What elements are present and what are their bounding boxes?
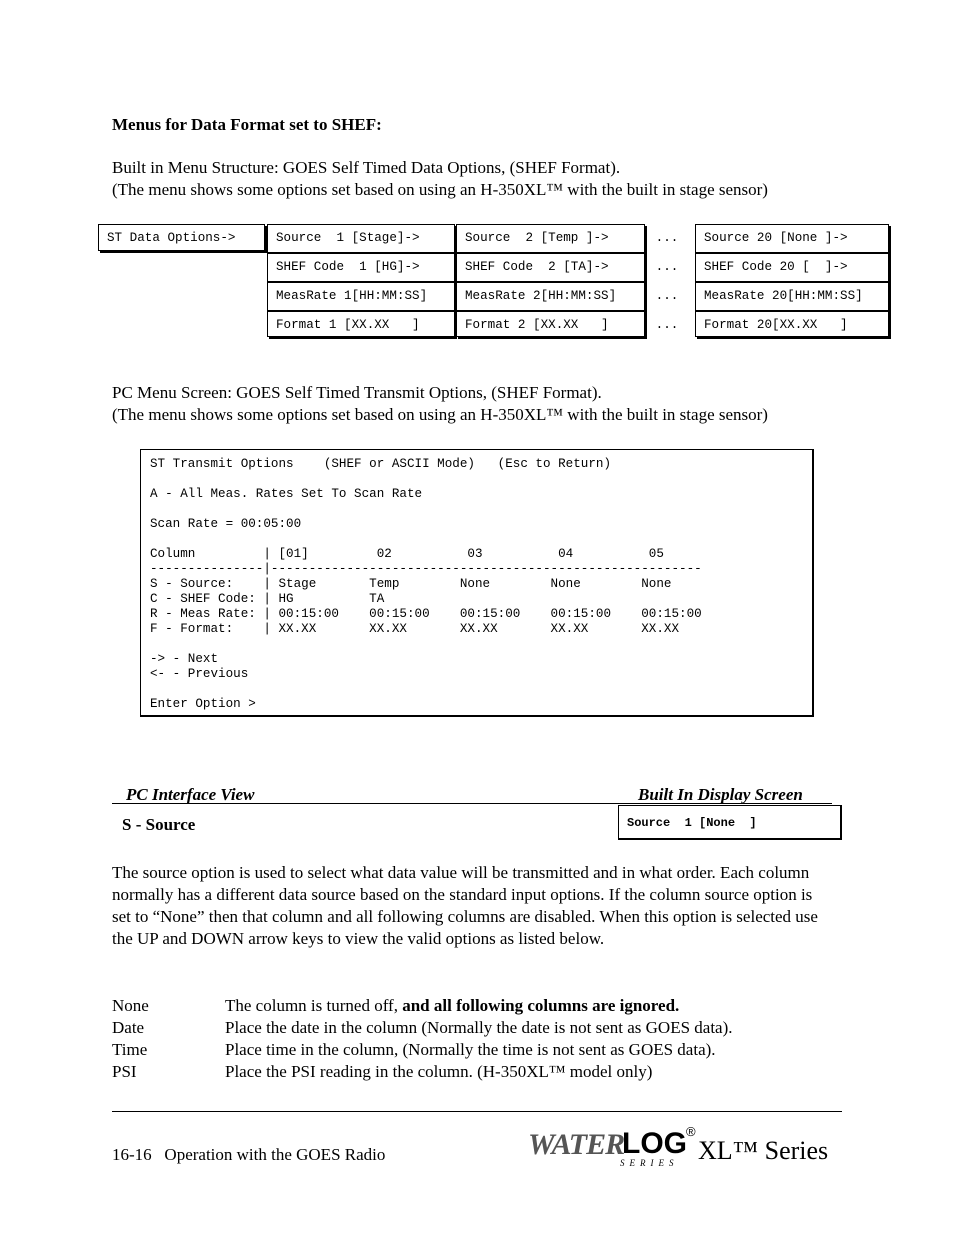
menu-col1-source: Source 1 [Stage]->	[267, 224, 455, 253]
menu-col2-measrate: MeasRate 2[HH:MM:SS]	[456, 282, 645, 311]
menu-col1-shef-code: SHEF Code 1 [HG]->	[267, 253, 455, 282]
menu-ellipsis: ...	[655, 231, 679, 245]
option-term: Date	[112, 1018, 145, 1037]
pc-interface-view-label: PC Interface View	[126, 785, 255, 804]
logo-registered: ®	[686, 1124, 696, 1139]
pc-intro-line-1: PC Menu Screen: GOES Self Timed Transmit Options, (SHEF Format).	[112, 383, 602, 402]
builtin-intro-line-1: Built in Menu Structure: GOES Self Timed Data Options, (SHEF Format).	[112, 158, 621, 177]
option-desc-text: The column is turned off,	[225, 996, 403, 1015]
menu-ellipsis: ...	[655, 318, 679, 332]
screen-scan-rate: Scan Rate = 00:05:00	[150, 517, 302, 531]
menu-ellipsis: ...	[655, 289, 679, 303]
pc-menu-screen	[140, 449, 814, 717]
menu-col2-source: Source 2 [Temp ]->	[456, 224, 645, 253]
option-desc-emphasis: and all following columns are ignored.	[402, 996, 680, 1015]
option-title: S - Source	[122, 815, 196, 834]
footer-series-title: XL™ Series	[698, 1136, 829, 1165]
body-paragraph: The source option is used to select what data value will be transmitted and in what order. Each column normally has a different data source based on the standard input options. If the column source option is set to “None” then that column and all following columns are disabled. When this option is selected use the UP and DOWN arrow keys to view the valid options as listed below.	[112, 863, 818, 948]
section-rule	[112, 803, 832, 804]
option-desc: Place the date in the column (Normally the date is not sent as GOES data).	[225, 1018, 733, 1037]
menu-col20-source: Source 20 [None ]->	[695, 224, 889, 253]
screen-row-source: S - Source: | Stage Temp None None None	[150, 577, 672, 591]
option-term: None	[112, 996, 149, 1015]
menu-col2-shef-code: SHEF Code 2 [TA]->	[456, 253, 645, 282]
screen-column-header: Column | [01] 02 03 04 05	[150, 547, 664, 561]
logo-log: LOG	[622, 1127, 687, 1160]
screen-row-shef-code: C - SHEF Code: | HG TA	[150, 592, 385, 606]
menu-col1-measrate: MeasRate 1[HH:MM:SS]	[267, 282, 455, 311]
logo-water: WATER	[528, 1128, 625, 1161]
screen-option-a: A - All Meas. Rates Set To Scan Rate	[150, 487, 423, 501]
screen-title: ST Transmit Options (SHEF or ASCII Mode) (Esc to Return)	[150, 457, 612, 471]
builtin-intro-line-2: (The menu shows some options set based on using an H-350XL™ with the built in stage sensor)	[112, 180, 768, 199]
screen-previous: <- - Previous	[150, 667, 249, 681]
screen-row-meas-rate: R - Meas Rate: | 00:15:00 00:15:00 00:15:00 00:15:00 00:15:00	[150, 607, 702, 621]
built-in-display-box: Source 1 [None ]	[618, 805, 842, 840]
option-term: PSI	[112, 1062, 137, 1081]
menu-col20-measrate: MeasRate 20[HH:MM:SS]	[695, 282, 889, 311]
menu-root-box: ST Data Options->	[98, 224, 265, 251]
option-term: Time	[112, 1040, 148, 1059]
screen-next: -> - Next	[150, 652, 219, 666]
option-desc	[225, 995, 679, 1017]
screen-separator: ---------------|---------------------------------------------------------	[150, 562, 702, 576]
menu-col1-format: Format 1 [XX.XX ]	[267, 311, 455, 337]
option-desc: Place the PSI reading in the column. (H-350XL™ model only)	[225, 1062, 653, 1081]
screen-row-format: F - Format: | XX.XX XX.XX XX.XX XX.XX XX.XX	[150, 622, 680, 636]
footer-page-label: 16-16 Operation with the GOES Radio	[112, 1145, 386, 1164]
waterlog-logo	[528, 1124, 698, 1172]
menu-ellipsis: ...	[655, 260, 679, 274]
menu-col20-shef-code: SHEF Code 20 [ ]->	[695, 253, 889, 282]
logo-series: SERIES	[620, 1158, 679, 1168]
menu-col2-format: Format 2 [XX.XX ]	[456, 311, 645, 337]
built-in-display-label: Built In Display Screen	[638, 785, 803, 804]
section-heading: Menus for Data Format set to SHEF:	[112, 115, 382, 134]
screen-prompt: Enter Option >	[150, 697, 256, 711]
menu-col20-format: Format 20[XX.XX ]	[695, 311, 889, 337]
footer-rule	[112, 1111, 842, 1112]
pc-intro-line-2: (The menu shows some options set based on using an H-350XL™ with the built in stage sensor)	[112, 405, 768, 424]
option-desc: Place time in the column, (Normally the time is not sent as GOES data).	[225, 1040, 716, 1059]
